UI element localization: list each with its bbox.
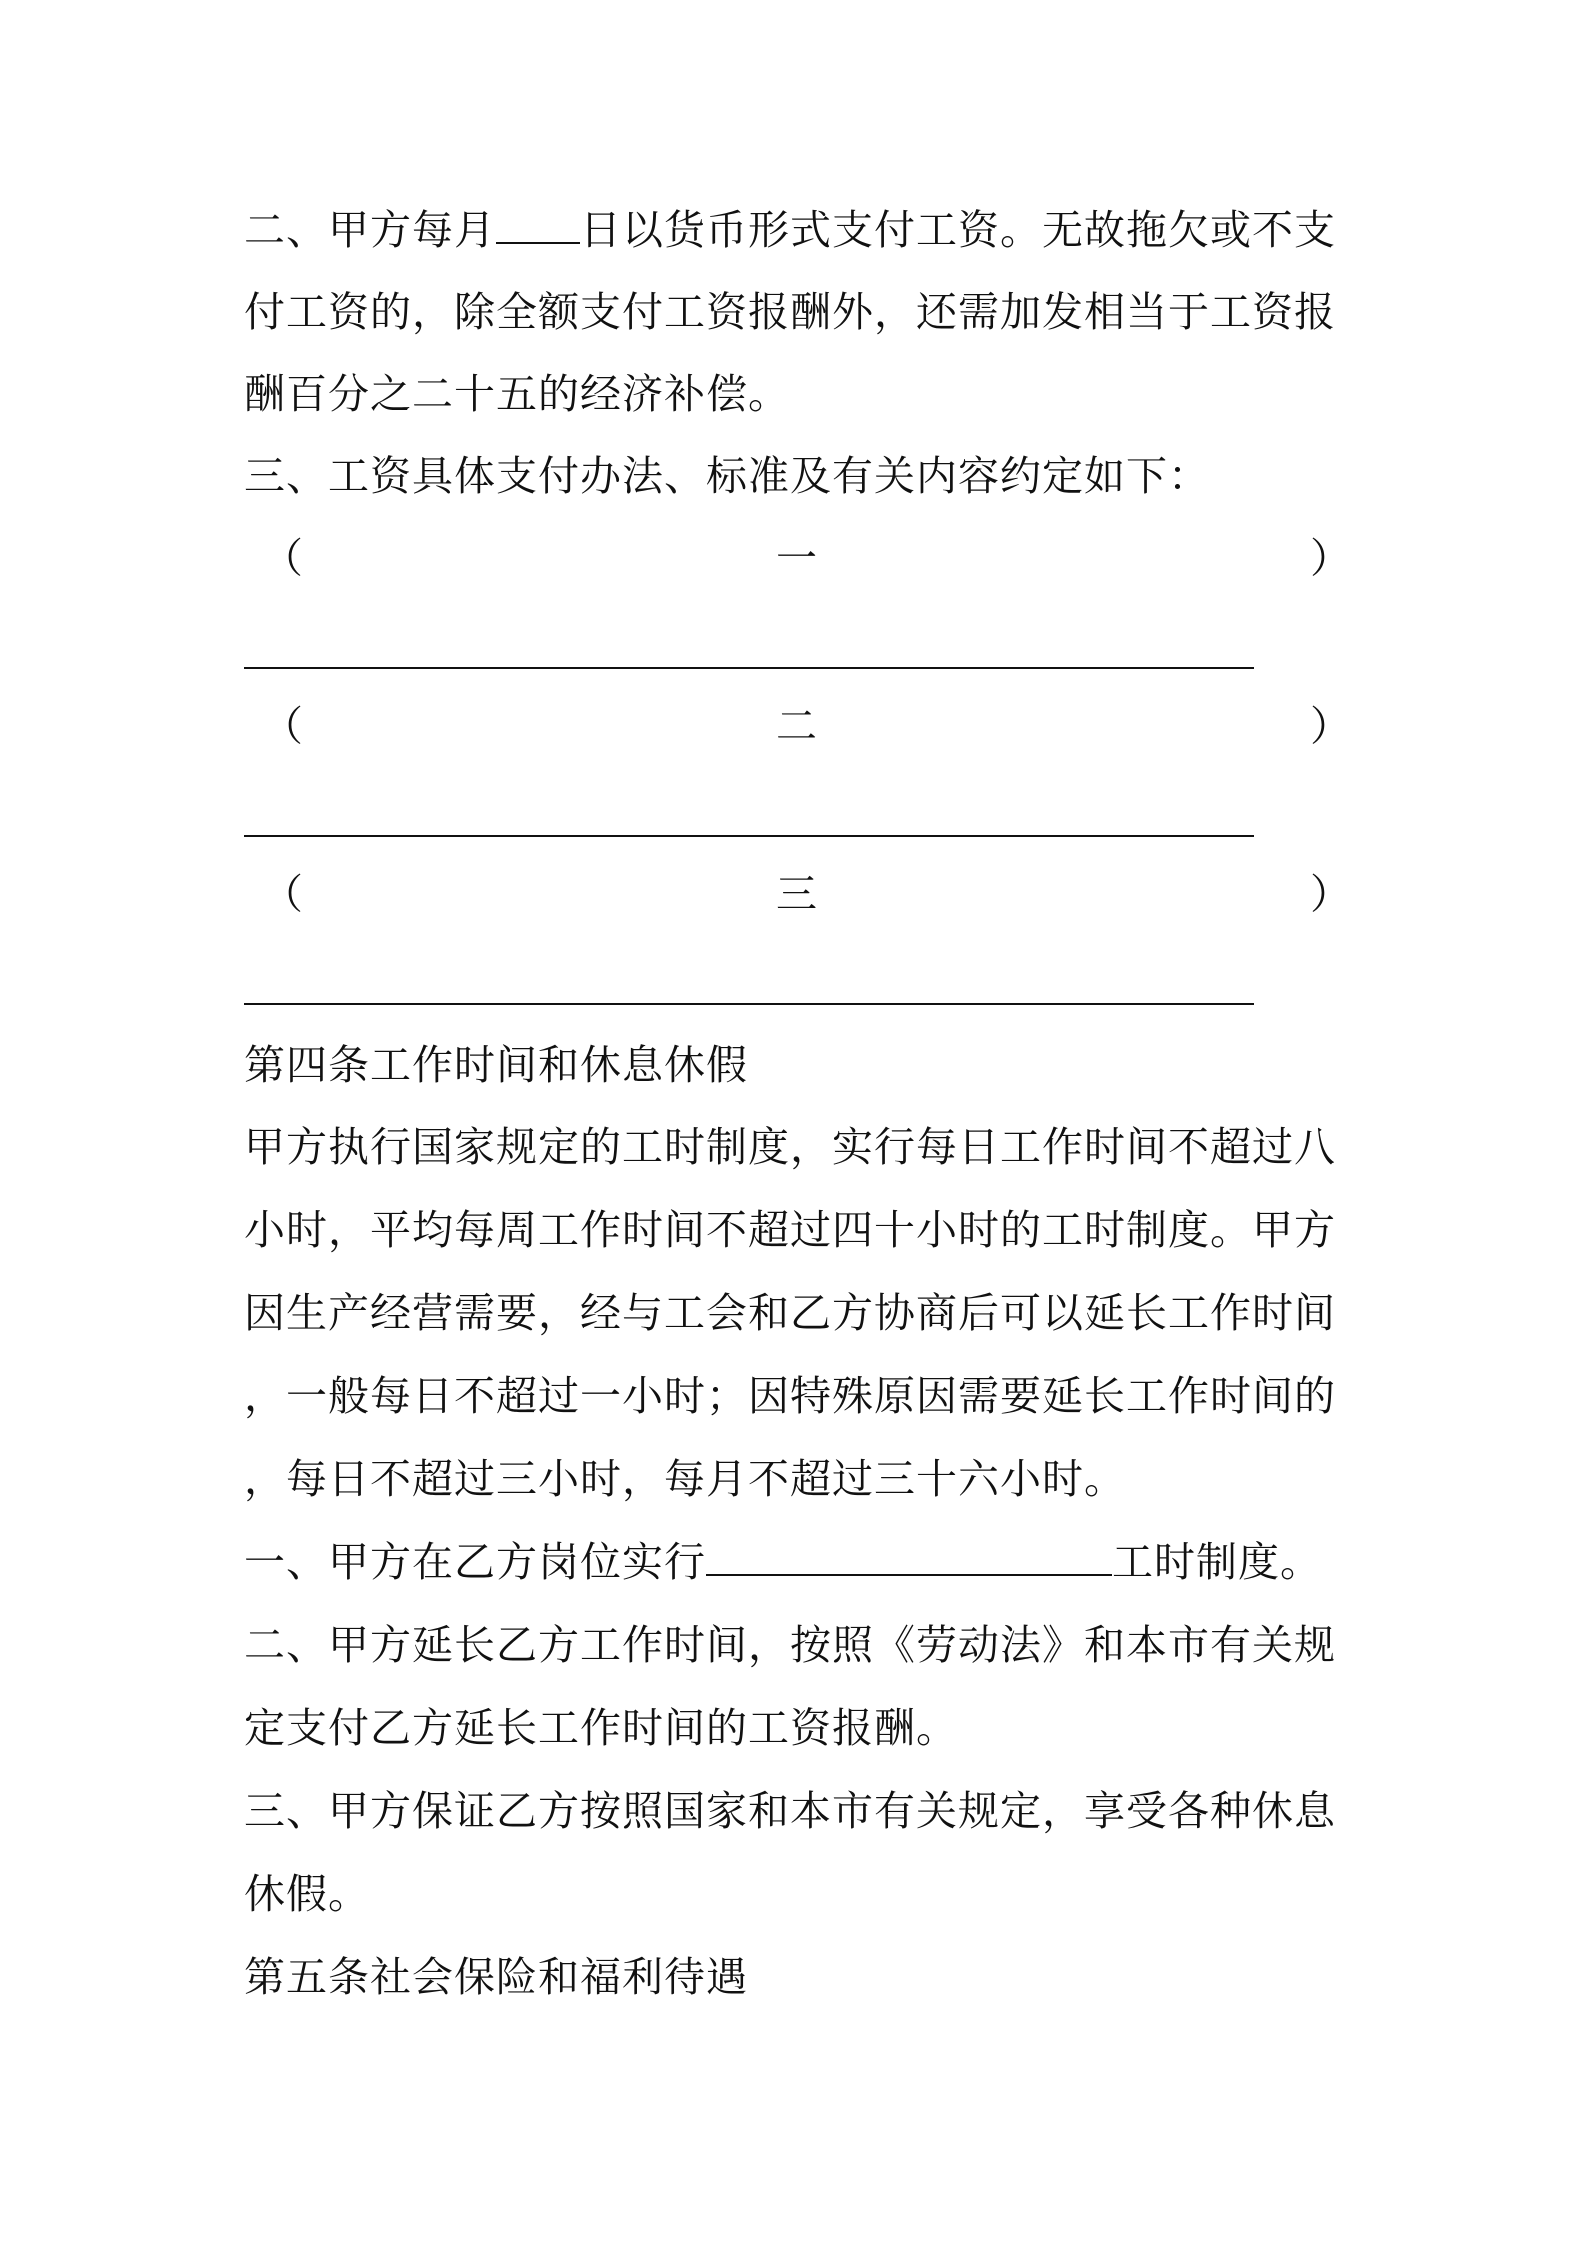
wage-item-2 (244, 696, 1354, 756)
paragraph-2-line-1 (244, 200, 1336, 260)
article-4-item-2-line-2: 定支付乙方延长工作时间的工资报酬。 (244, 1704, 958, 1752)
article-4-item-3-line-2: 休假。 (244, 1870, 370, 1918)
article-4-item-1 (244, 1532, 1322, 1592)
text-segment: 日以货币形式支付工资。无故拖欠或不支 (580, 206, 1336, 254)
close-paren: ） (1310, 534, 1351, 582)
close-paren: ） (1310, 870, 1351, 918)
article-5-title: 第五条社会保险和福利待遇 (244, 1953, 748, 2001)
paragraph-2-line-2: 付工资的，除全额支付工资报酬外，还需加发相当于工资报 (244, 288, 1336, 336)
open-paren: （ (262, 534, 303, 582)
work-hour-system-blank (706, 1534, 1112, 1576)
pay-day-blank (496, 202, 580, 244)
article-4-line-1: 甲方执行国家规定的工时制度，实行每日工作时间不超过八 (244, 1123, 1336, 1171)
article-4-line-5: ，每日不超过三小时，每月不超过三十六小时。 (244, 1455, 1126, 1503)
wage-item-1-blank (244, 667, 1254, 669)
article-4-item-3-line-1: 三、甲方保证乙方按照国家和本市有关规定，享受各种休息 (244, 1787, 1336, 1835)
text-segment: 工时制度。 (1112, 1538, 1322, 1586)
close-paren: ） (1310, 702, 1351, 750)
item-number: 二 (776, 702, 817, 750)
wage-item-3-blank (244, 1003, 1254, 1005)
article-4-line-2: 小时，平均每周工作时间不超过四十小时的工时制度。甲方 (244, 1206, 1336, 1254)
text-segment: 一、甲方在乙方岗位实行 (244, 1538, 706, 1586)
item-number: 一 (776, 534, 817, 582)
item-number: 三 (776, 870, 817, 918)
wage-item-2-blank (244, 835, 1254, 837)
open-paren: （ (262, 702, 303, 750)
article-4-line-3: 因生产经营需要，经与工会和乙方协商后可以延长工作时间 (244, 1289, 1336, 1337)
paragraph-3-line-1: 三、工资具体支付办法、标准及有关内容约定如下： (244, 452, 1210, 500)
wage-item-1 (244, 528, 1354, 588)
article-4-item-2-line-1: 二、甲方延长乙方工作时间，按照《劳动法》和本市有关规 (244, 1621, 1336, 1669)
article-4-line-4: ，一般每日不超过一小时；因特殊原因需要延长工作时间的 (244, 1372, 1336, 1420)
text-segment: 二、甲方每月 (244, 206, 496, 254)
open-paren: （ (262, 870, 303, 918)
paragraph-2-line-3: 酬百分之二十五的经济补偿。 (244, 370, 790, 418)
article-4-title: 第四条工作时间和休息休假 (244, 1041, 748, 1089)
wage-item-3 (244, 864, 1354, 924)
